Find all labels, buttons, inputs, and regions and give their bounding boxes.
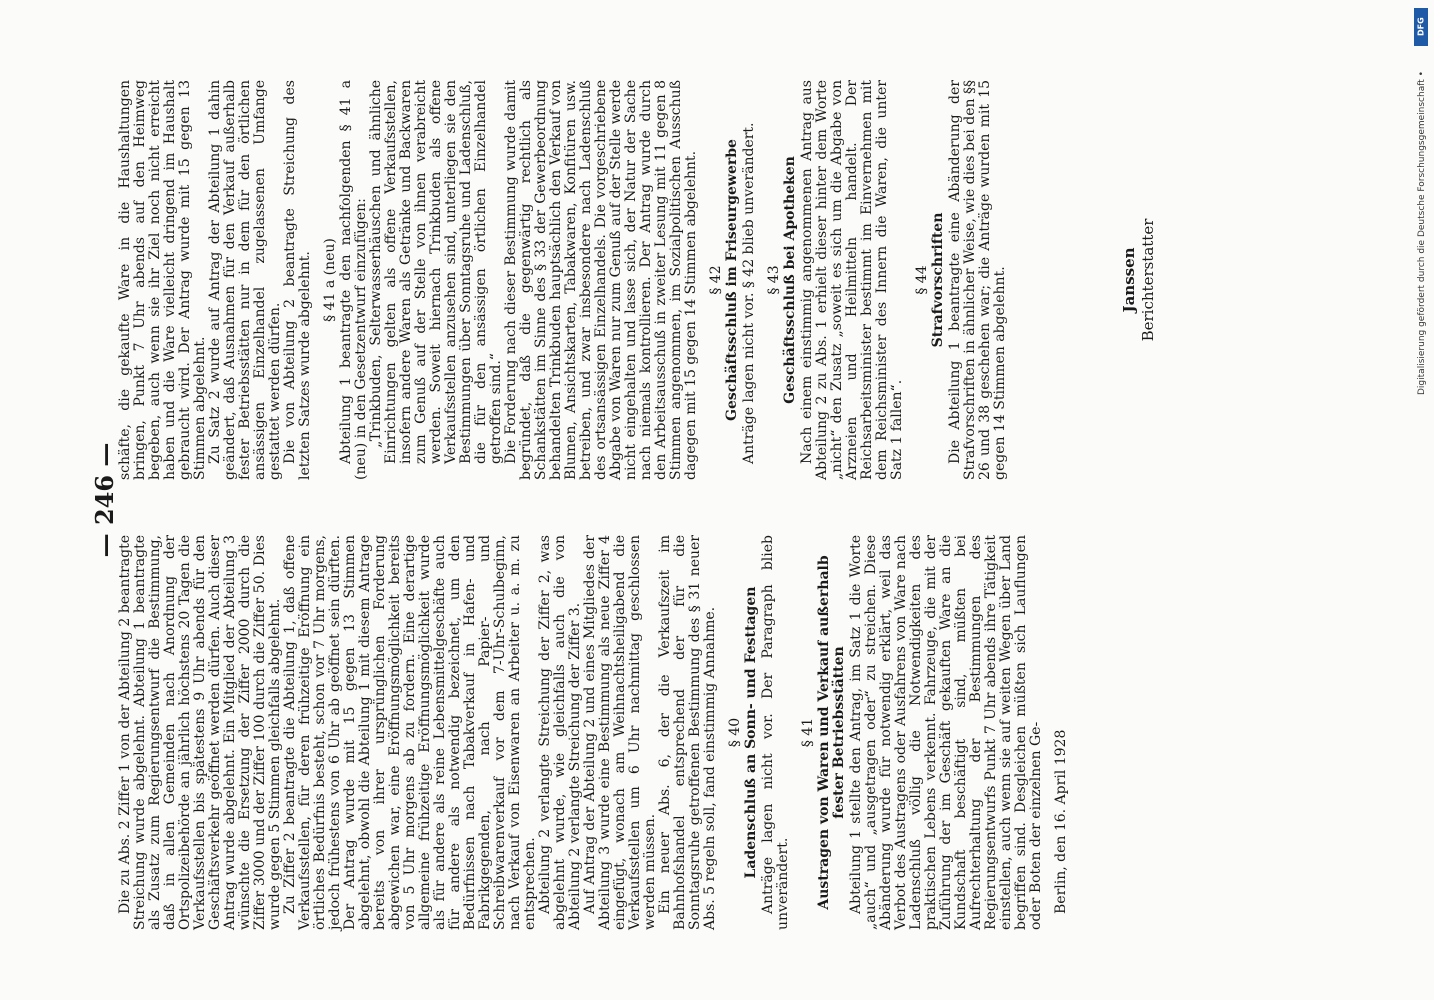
section-heading: Strafvorschriften — [930, 212, 946, 348]
paragraph: Abteilung 1 beantragte den nachfolgenden § 41 a (neu) in den Gesetzentwurf einzufügen: — [338, 80, 369, 480]
paragraph: Die Abteilung 1 beantragte eine Abänderung der Strafvorschriften in ähnlicher Weise, wie dies bei den §§ 26 und 38 geschehen war; die Anträge wurden mit 15 gegen 14 Stimmen abgelehnt. — [947, 80, 1008, 480]
paragraph: Die von Abteilung 2 beantragte Streichung des letzten Satzes wurde abgelehnt. — [282, 80, 313, 480]
paragraph: Anträge lagen nicht vor. § 42 blieb unverändert. — [741, 122, 757, 464]
section-number: § 41 — [800, 717, 816, 748]
section-number: § 40 — [727, 717, 743, 748]
right-column — [118, 80, 1008, 480]
paragraph: Nach einem einstimmig angenommenen Antrag aus Abteilung 2 zu Abs. 1 erhielt dieser hinter dem Worte „nicht“ den Zusatz „soweit es sich um die Abgabe von Arzneien und Heilmitteln handelt. Der Reichsarbeitsminister bestimmt im Einvernehmen mit dem Reichsminister des Innern die Waren, die unter Satz 1 fallen“. — [799, 80, 905, 480]
section-heading: Geschäftsschluß bei Apotheken — [782, 156, 798, 404]
section-number: § 42 — [708, 265, 724, 295]
signature-block — [1120, 80, 1158, 480]
section-heading: Ladenschluß an Sonn- und Festtagen — [743, 586, 759, 879]
section-number: § 44 — [914, 265, 930, 295]
paragraph: Auf Antrag der Abteilung 2 und eines Mitgliedes der Abteilung 3 wurde eine Bestimmung als neue Ziffer 4 eingefügt, wonach am Weihnachtsheiligabend die Verkaufsstellen um 6 Uhr nachmittag geschlossen werden müssen. — [582, 535, 658, 930]
section-heading: Geschäftsschluß im Friseurgewerbe — [724, 139, 740, 421]
section-number: § 43 — [766, 265, 782, 295]
paragraph: Zu Ziffer 2 beantragte die Abteilung 1, daß offene Verkaufsstellen, für deren frühzeitige Eröffnung ein örtliches Bedürfnis besteht, schon vor 7 Uhr morgens, jedoch frühestens von 6 Uhr ab geöffnet sein dürften. Der Antrag wurde mit 15 gegen 13 Stimmen abgelehnt, obwohl die Abteilung 1 mit diesem Antrage bereits von ihrer ursprünglichen Forderung abgewichen war, eine Eröffnungsmöglichkeit bereits von 5 Uhr morgens ab zu fordern. Eine derartige allgemeine frühzeitige Eröffnungsmöglichkeit wurde als für andere als reine Lebensmittelgeschäfte auch für andere als notwendig bezeichnet, um den Bedürfnissen nach Tabakverkauf in Hafen- und Fabrikgegenden, nach Papier- und Schreibwarenverkauf vor dem 7-Uhr-Schulbeginn, nach Verkauf von Eisenwaren an Arbeiter u. a. m. zu entsprechen. — [282, 535, 538, 930]
page-number: — 246 — — [90, 442, 119, 558]
paragraph: Ein neuer Abs. 6, der die Verkaufszeit im Bahnhofshandel entsprechend der für die Sonntagsruhe getroffenen Bestimmung des § 31 neuer Abs. 5 regeln soll, fand einstimmig Annahme. — [657, 535, 718, 930]
digitization-note: Digitalisierung gefördert durch die Deutsche Forschungsgemeinschaft • — [1417, 71, 1427, 395]
dateline: Berlin, den 16. April 1928 — [1053, 729, 1069, 914]
paragraph: Die Forderung nach dieser Bestimmung wurde damit begründet, daß die gegenwärtig rechtlich als Schankstätten im Sinne des § 33 der Gewerbeordnung behandelten Trinkbuden hauptsächlich den Verkauf von Blumen, Ansichtskarten, Tabakwaren, Konfitüren usw. betreiben, und zwar insbesondere nach Ladenschluß des ortsansässigen Einzelhandels. Die vorgeschriebene Abgabe von Waren nur zum Genuß auf der Stelle werde nicht eingehalten und lasse sich, der Natur der Sache nach niemals kontrollieren. Der Antrag wurde durch den Arbeitsausschuß in zweiter Lesung mit 11 gegen 8 Stimmen angenommen, im Sozialpolitischen Ausschuß dagegen mit 15 gegen 14 Stimmen abgelehnt. — [503, 80, 699, 480]
paragraph: Abteilung 2 verlangte Streichung der Ziffer 2, was abgelehnt wurde, wie gleichfalls auch die von Abteilung 2 verlangte Streichung der Ziffer 3. — [537, 535, 583, 930]
section-number: § 41 a (neu) — [322, 238, 338, 322]
quoted-provision: „Trinkbuden, Selterwasserhäuschen und ähnliche Einrichtungen gelten als offene Verkaufsstellen, insofern andere Waren als Getränke und Backwaren zum Genuß auf der Stelle von ihnen verabreicht werden. Soweit hiernach Trinkbuden als offene Verkaufsstellen anzusehen sind, unterliegen sie den Bestimmungen über Sonntagsruhe und Ladenschluß, die für den ansässigen örtlichen Einzelhandel getroffen sind.“ — [368, 80, 504, 464]
paragraph: schäfte, die gekaufte Ware in die Haushaltungen bringen, Punkt 7 Uhr abends auf den Heimweg begeben, auch wenn sie ihr Ziel noch nicht erreicht haben und die Ware vielleicht dringend im Haushalt gebraucht wird. Der Antrag wurde mit 15 gegen 13 Stimmen abgelehnt. — [117, 80, 208, 480]
signatory-role: Berichterstatter — [1139, 218, 1157, 342]
paragraph: Die zu Abs. 2 Ziffer 1 von der Abteilung 2 beantragte Streichung wurde abgelehnt. Abteilung 1 beantragte als Zusatz zum Regierungsentwurf die Bestimmung, daß in allen Gemeinden nach Anordnung der Ortspolizeibehörde an jährlich höchstens 20 Tagen die Verkaufsstellen bis spätestens 9 Uhr abends für den Geschäftsverkehr geöffnet werden dürfen. Auch dieser Antrag wurde abgelehnt. Ein Mitglied der Abteilung 3 wünschte die Ersetzung der Ziffer 2000 durch die Ziffer 3000 und der Ziffer 100 durch die Ziffer 50. Dies wurde gegen 5 Stimmen gleichfalls abgelehnt. — [117, 535, 283, 930]
left-column — [118, 535, 1069, 930]
paragraph: Anträge lagen nicht vor. Der Paragraph blieb unverändert. — [760, 535, 791, 930]
signatory-name: Janssen — [1120, 247, 1138, 313]
dfg-logo-badge: DFG — [1414, 8, 1428, 46]
paragraph: Zu Satz 2 wurde auf Antrag der Abteilung 1 dahin geändert, daß Ausnahmen für den Verkauf außerhalb fester Betriebsstätten nur in dem für den örtlichen ansässigen Einzelhandel zugelassenen Umfange gestattet werden dürfen. — [207, 80, 283, 480]
section-heading: Austragen von Waren und Verkauf außerhalb fester Betriebsstätten — [816, 555, 847, 910]
paragraph: Abteilung 1 stellte den Antrag, im Satz 1 die Worte „auch“ und „ausgetragen oder“ zu streichen. Diese Abänderung wurde für notwendig erklärt, weil das Verbot des Austragens oder Ausfahrens von Ware nach Ladenschluß völlig die Notwendigkeiten des praktischen Lebens verkennt. Fahrzeuge, die mit der Zuführung der im Geschäft gekauften Ware an die Kundschaft beschäftigt sind, müßten bei Aufrechterhaltung der Bestimmungen des Regierungsentwurfs Punkt 7 Uhr abends ihre Tätigkeit einstellen, auch wenn sie auf weiten Wegen über Land begriffen sind. Desgleichen müßten sich Lauflungen oder Boten der einzelnen Ge- — [848, 535, 1044, 930]
